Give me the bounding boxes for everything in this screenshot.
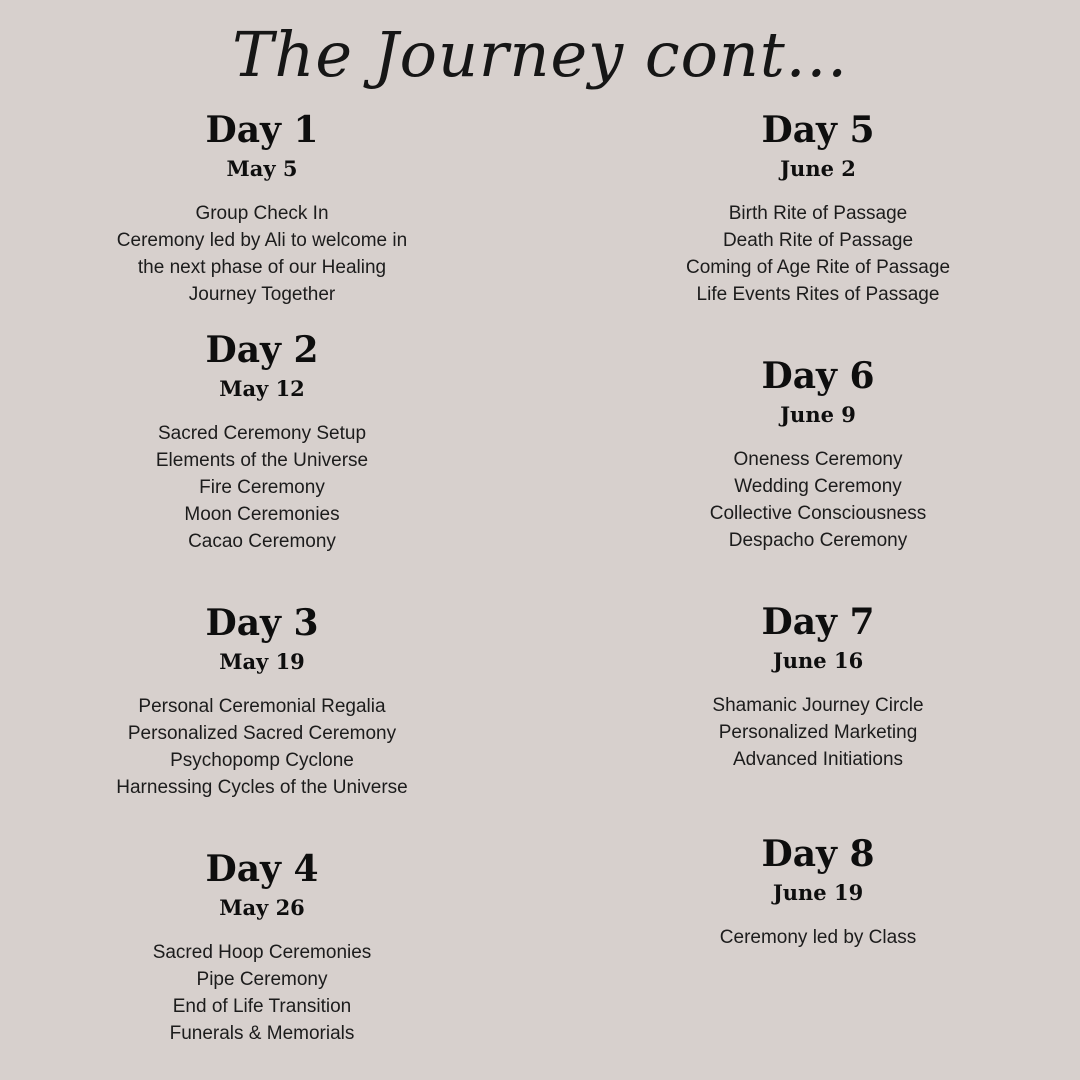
day-title: Day 4 (205, 848, 319, 890)
list-item: Ceremony led by Class (719, 927, 917, 948)
day-date: May 5 (226, 156, 298, 181)
list-item: Fire Ceremony (199, 477, 325, 498)
list-item: Pipe Ceremony (196, 969, 328, 990)
list-item: End of Life Transition (172, 996, 352, 1017)
day-date: May 12 (219, 376, 305, 401)
list-item: Cacao Ceremony (188, 531, 336, 552)
day-block-5 (588, 108, 1048, 308)
list-item: Ceremony led by Ali to welcome in (116, 230, 408, 251)
day-title: Day 6 (761, 355, 875, 397)
list-item: Sacred Ceremony Setup (157, 423, 367, 444)
day-date: June 16 (772, 648, 864, 673)
day-block-4 (32, 847, 492, 1047)
list-item: Collective Consciousness (709, 503, 927, 524)
list-item: Despacho Ceremony (728, 530, 908, 551)
day-block-3 (32, 601, 492, 801)
day-date: May 19 (219, 649, 305, 674)
day-items (32, 200, 492, 308)
list-item: Advanced Initiations (732, 749, 904, 770)
list-item: Journey Together (188, 284, 336, 305)
day-date: June 2 (780, 156, 856, 181)
day-block-2 (32, 328, 492, 555)
list-item: Birth Rite of Passage (728, 203, 908, 224)
day-block-8 (588, 832, 1048, 951)
day-title: Day 2 (205, 329, 319, 371)
list-item: Oneness Ceremony (733, 449, 903, 470)
day-block-7 (588, 600, 1048, 773)
list-item: Personal Ceremonial Regalia (138, 696, 386, 717)
day-date: May 26 (219, 895, 305, 920)
day-items (588, 446, 1048, 554)
day-items (32, 420, 492, 555)
day-items (588, 924, 1048, 951)
list-item: Elements of the Universe (155, 450, 369, 471)
list-item: Group Check In (195, 203, 329, 224)
list-item: Moon Ceremonies (184, 504, 340, 525)
list-item: Shamanic Journey Circle (712, 695, 924, 716)
day-items (32, 939, 492, 1047)
list-item: Coming of Age Rite of Passage (685, 257, 951, 278)
day-title: Day 7 (761, 601, 875, 643)
day-block-6 (588, 354, 1048, 554)
list-item: Harnessing Cycles of the Universe (116, 777, 408, 798)
list-item: Personalized Marketing (718, 722, 918, 743)
day-items (588, 692, 1048, 773)
list-item: Funerals & Memorials (169, 1023, 355, 1044)
day-title: Day 8 (761, 833, 875, 875)
day-items (32, 693, 492, 801)
day-title: Day 5 (761, 109, 875, 151)
list-item: Personalized Sacred Ceremony (127, 723, 397, 744)
page-title: The Journey cont... (232, 18, 848, 91)
list-item: Sacred Hoop Ceremonies (152, 942, 372, 963)
list-item: Wedding Ceremony (734, 476, 902, 497)
day-title: Day 3 (205, 602, 319, 644)
day-block-1 (32, 108, 492, 308)
list-item: Death Rite of Passage (722, 230, 914, 251)
day-date: June 19 (772, 880, 864, 905)
list-item: Psychopomp Cyclone (170, 750, 354, 771)
list-item: the next phase of our Healing (137, 257, 387, 278)
day-date: June 9 (780, 402, 856, 427)
day-items (588, 200, 1048, 308)
day-title: Day 1 (205, 109, 319, 151)
list-item: Life Events Rites of Passage (696, 284, 940, 305)
